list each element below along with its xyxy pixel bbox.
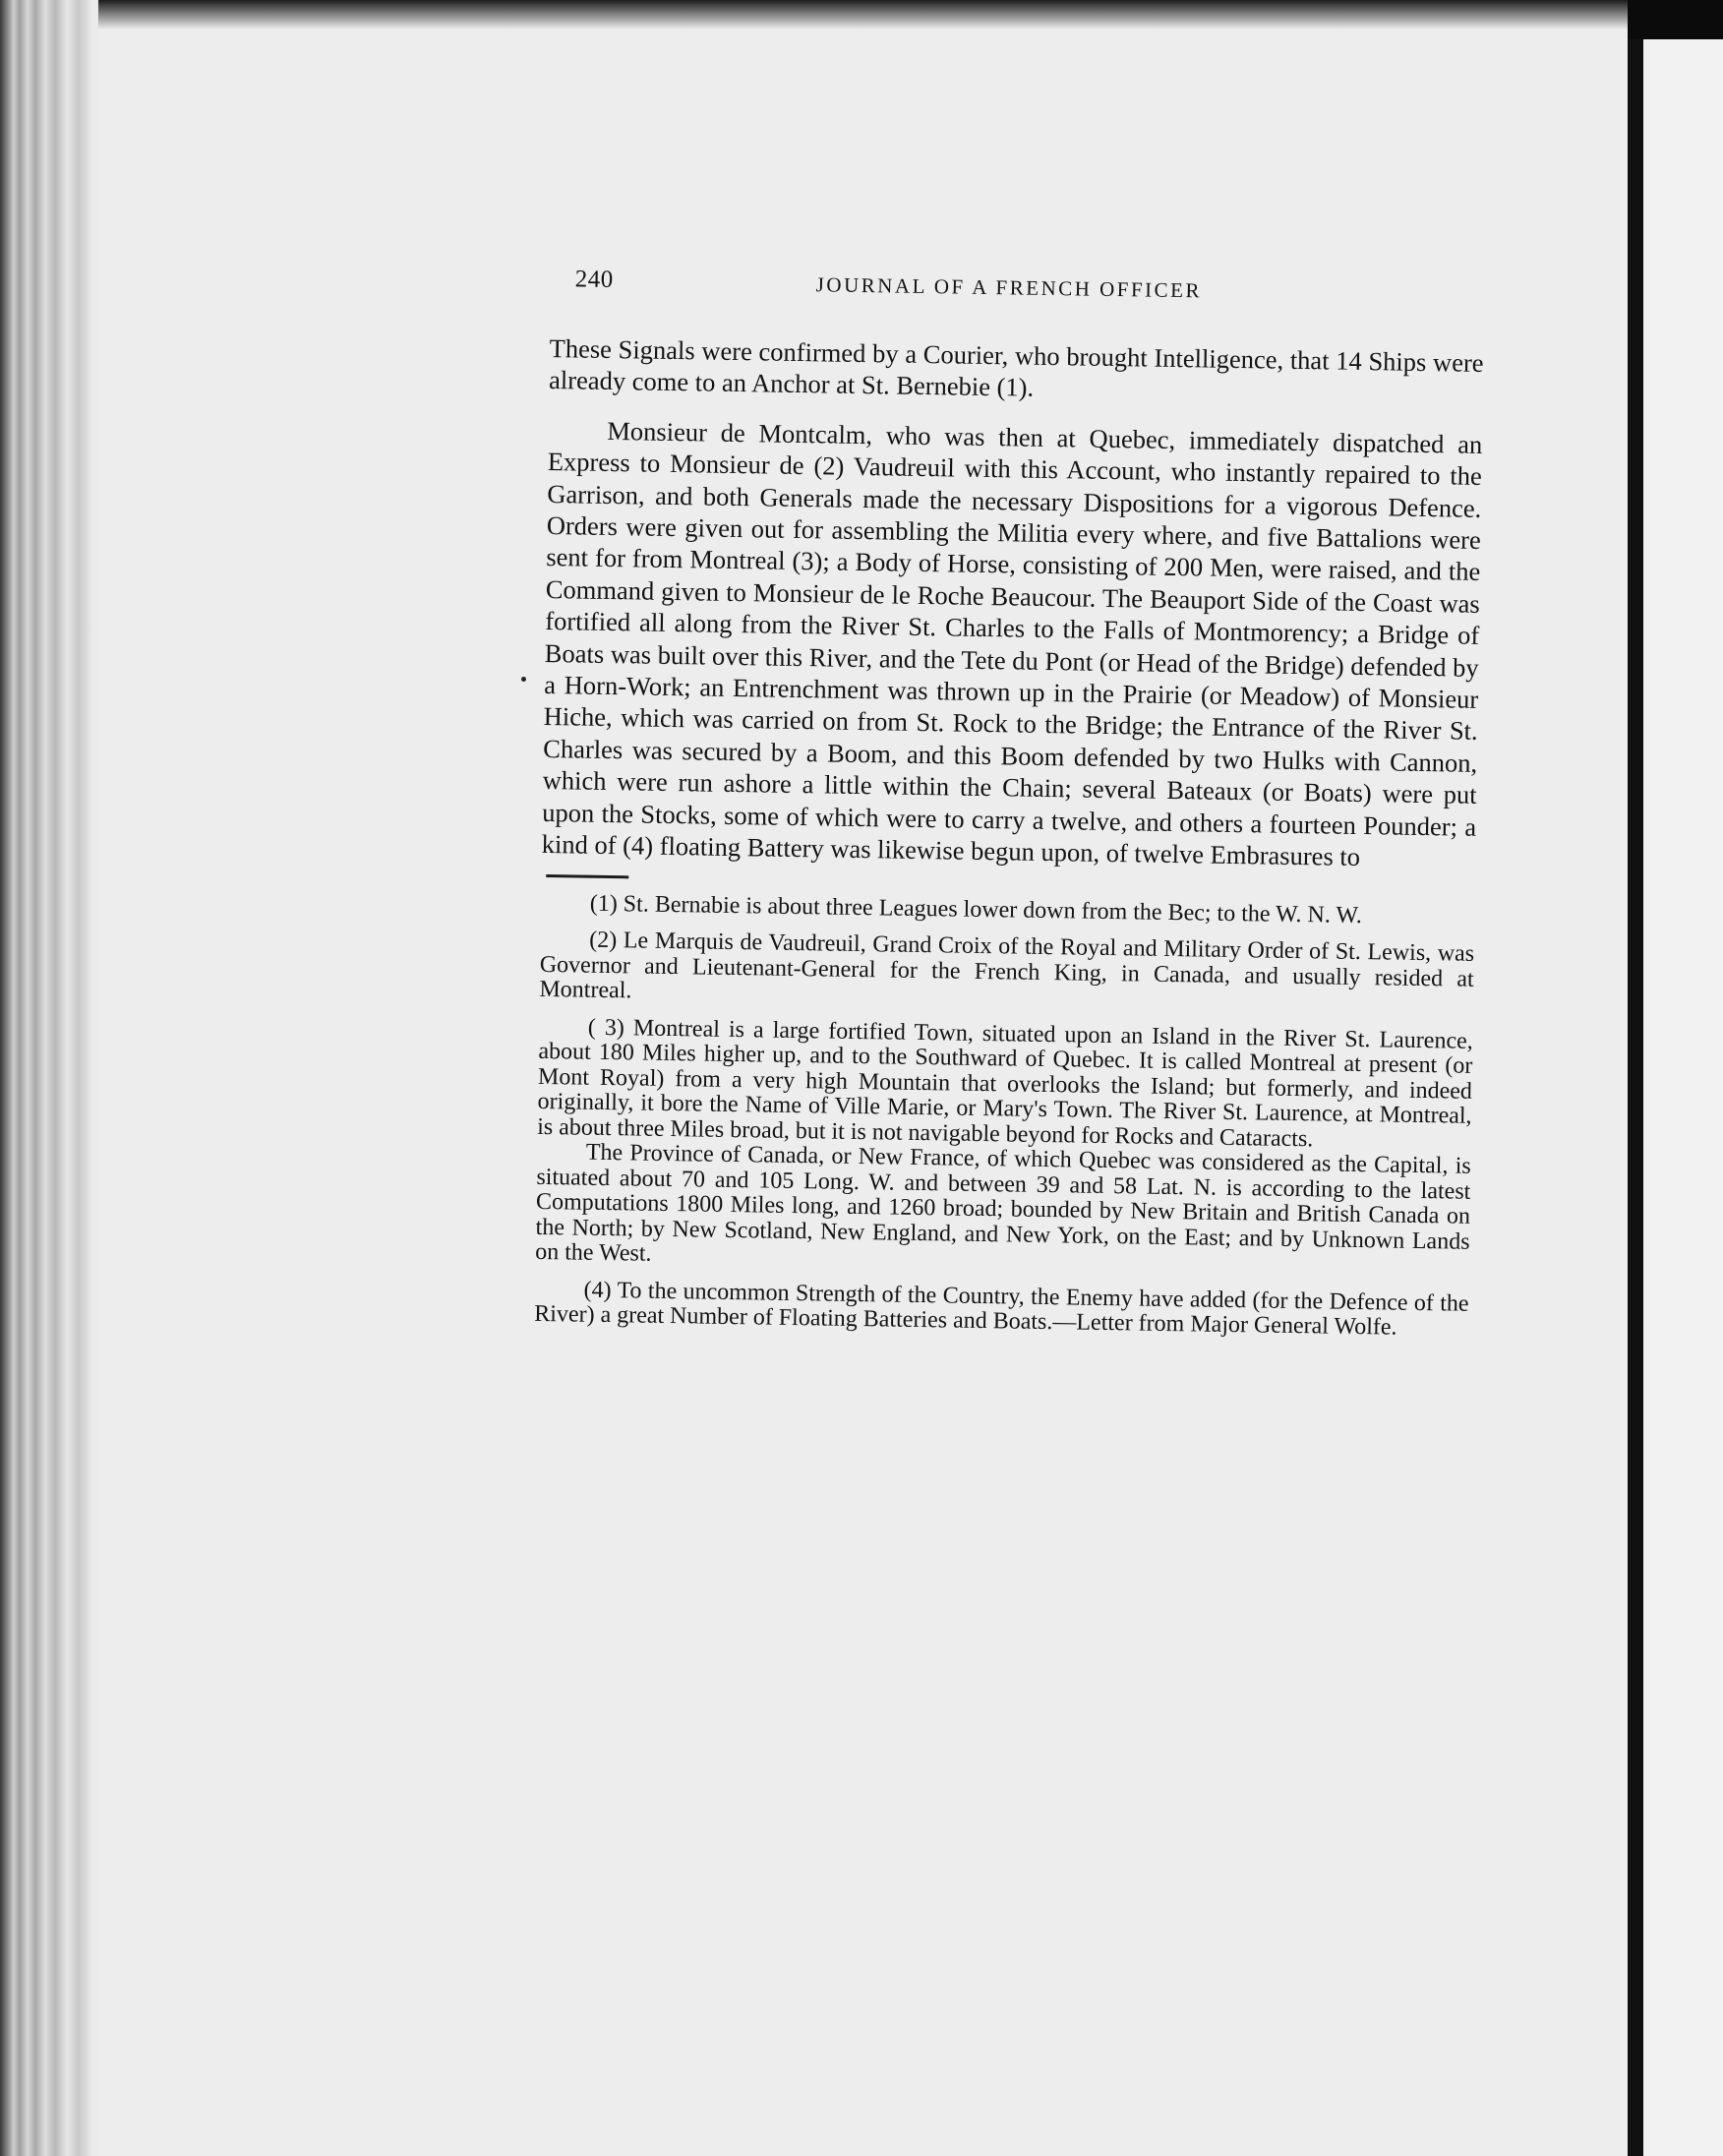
page-top-shadow bbox=[98, 0, 1633, 30]
book-gutter bbox=[1628, 0, 1643, 2156]
footnotes bbox=[534, 890, 1475, 1342]
scan-background bbox=[1628, 0, 1723, 39]
page-content bbox=[534, 266, 1485, 1342]
footnote-separator bbox=[546, 874, 628, 878]
facing-page-edge bbox=[1643, 39, 1723, 2156]
ink-speck bbox=[521, 677, 526, 682]
body-paragraph: Monsieur de Montcalm, who was then at Quebec, immediately dispatched an Express to Monsieur de (2) Vaudreuil with this Account, who instantly repaired to the Garrison, and both Generals made the necessary Dispositions for a vigorous Defence. Orders were given out for assembling the Militia every where, and five Battalions were sent for from Montreal (3); a Body of Horse, consisting of 200 Men, were raised, and the Command given to Monsieur de le Roche Beaucour. The Beauport Side of the Coast was fortified all along from the River St. Charles to the Falls of Montmorency; a Bridge of Boats was built over this River, and the Tete du Pont (or Head of the Bridge) defended by a Horn-Work; an Entrenchment was thrown up in the Prairie (or Meadow) of Monsieur Hiche, which was carried on from St. Rock to the Bridge; the Entrance of the River St. Charles was secured by a Boom, and this Boom defended by two Hulks with Cannon, which were run ashore a little within the Chain; several Bateaux (or Boats) were put upon the Stocks, some of which were to carry a twelve, and others a fourteen Pounder; a kind of (4) floating Battery was likewise begun upon, of twelve Embrasures to bbox=[541, 415, 1483, 872]
running-head-title: JOURNAL OF A FRENCH OFFICER bbox=[815, 272, 1203, 303]
body-text bbox=[542, 332, 1484, 874]
footnote-3: ( 3) Montreal is a large fortified Town, situated upon an Island in the River St. Laurence, about 180 Miles higher up, and to the Southward of Quebec. It is called Montreal at present (or Mont Royal) from a very high Mountain that overlooks the Island; but formerly, and indeed originally, it bore the Name of Ville Marie, or Mary's Town. The River St. Laurence, at Montreal, is about three Miles broad, but it is not navigable beyond for Rocks and Cataracts. bbox=[537, 1014, 1473, 1152]
footnote-4: (4) To the uncommon Strength of the Country, the Enemy have added (for the Defence of the River) a great Number of Floating Batteries and Boats.—Letter from Major General Wolfe. bbox=[534, 1277, 1469, 1341]
body-paragraph: These Signals were confirmed by a Courier, who brought Intelligence, that 14 Ships were already come to an Anchor at St. Bernebie (1). bbox=[548, 332, 1484, 403]
footnote-1: (1) St. Bernabie is about three Leagues lower down from the Bec; to the W. N. W. bbox=[589, 890, 1363, 928]
footnote-3-continuation: The Province of Canada, or New France, of which Quebec was considered as the Capital, is situated about 70 and 105 Long. W. and between 39 and 58 Lat. N. is according to the latest Computations 1800 Miles long, and 1260 broad; bounded by New Britain and British Canada on the North; by New Scotland, New England, and New York, on the East; and by Unknown Lands on the West. bbox=[535, 1139, 1471, 1267]
footnote-2: (2) Le Marquis de Vaudreuil, Grand Croix of the Royal and Military Order of St. Lewis, was Governor and Lieutenant-General for the French King, in Canada, and usually resided at Montreal. bbox=[539, 927, 1475, 1004]
page-number: 240 bbox=[574, 266, 614, 294]
left-page-edges bbox=[0, 0, 108, 2156]
